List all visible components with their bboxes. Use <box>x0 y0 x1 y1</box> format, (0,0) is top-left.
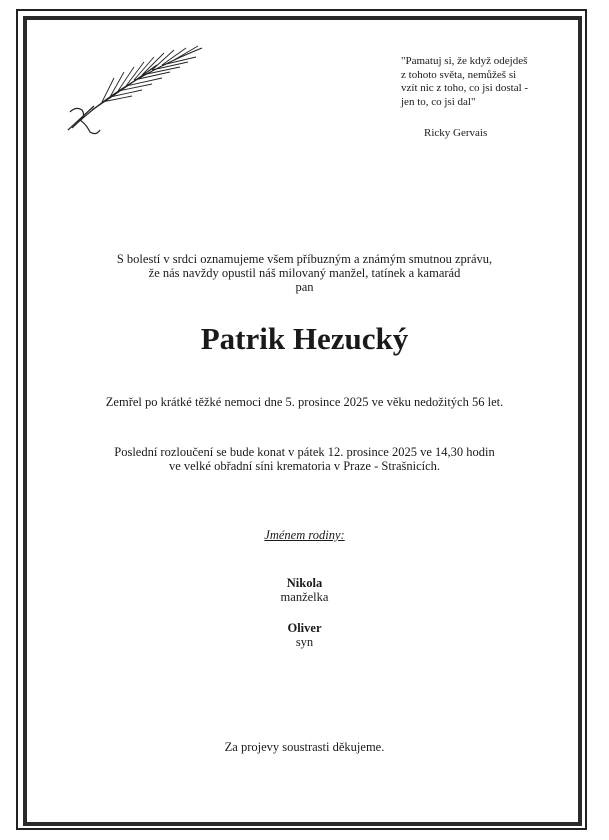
death-info: Zemřel po krátké těžké nemoci dne 5. prosince 2025 ve věku nedožitých 56 let. <box>105 395 504 409</box>
quote-line: jen to, co jsi dal" <box>401 95 476 108</box>
palm-branch-icon <box>62 40 212 140</box>
family-member-relation: manželka <box>280 590 329 604</box>
deceased-name: Patrik Hezucký <box>200 321 409 356</box>
intro-line: S bolestí v srdci oznamujeme všem příbuzným a známým smutnou zprávu, <box>116 252 493 266</box>
family-member-relation: syn <box>295 635 314 649</box>
family-member-name: Oliver <box>287 621 322 635</box>
intro-line: pan <box>295 280 314 294</box>
family-member-name: Nikola <box>286 576 323 590</box>
quote <box>401 55 571 109</box>
quote-line: "Pamatuj si, že když odejdeš <box>401 55 528 67</box>
family-heading: Jménem rodiny: <box>264 528 345 542</box>
intro-line: že nás navždy opustil náš milovaný manžel, tatínek a kamarád <box>148 266 461 280</box>
farewell-line: ve velké obřadní síni krematoria v Praze - Strašnicích. <box>168 459 441 473</box>
quote-author: Ricky Gervais <box>424 127 488 139</box>
farewell-line: Poslední rozloučení se bude konat v pátek 12. prosince 2025 ve 14,30 hodin <box>114 445 495 459</box>
quote-line: vzít nic z toho, co jsi dostal - <box>401 82 529 94</box>
closing-text: Za projevy soustrasti děkujeme. <box>224 740 385 754</box>
quote-line: z tohoto světa, nemůžeš si <box>401 68 517 81</box>
